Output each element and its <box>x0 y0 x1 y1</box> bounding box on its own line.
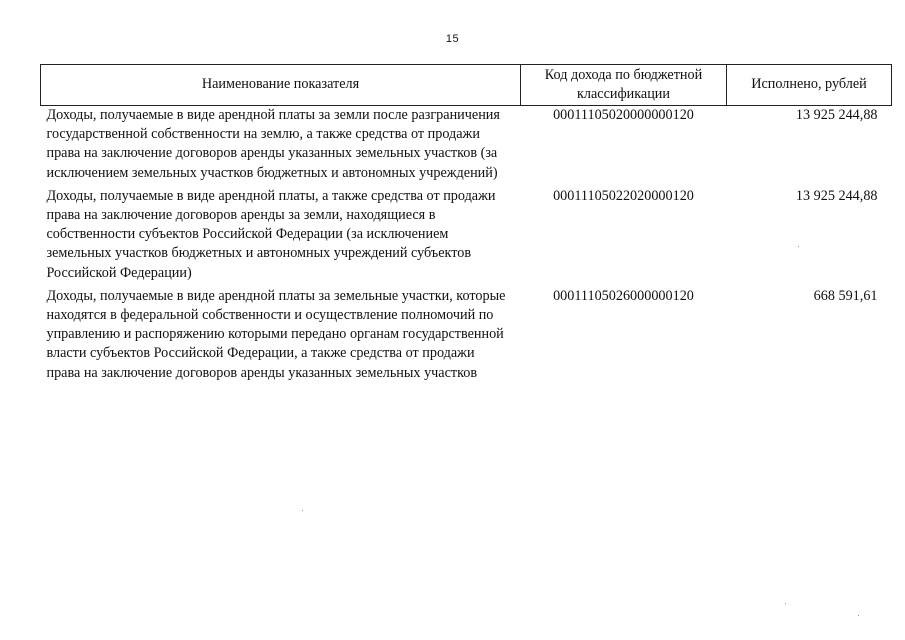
table-row <box>41 106 892 187</box>
indicator-name: Доходы, получаемые в виде арендной платы за земли после разграничения государственной собственности на землю, а также средства от продажи права на заключение договоров аренды указанных земельных участков (за исключением земельных участков бюджетных и автономных учреждений) <box>46 107 500 181</box>
executed-amount: 668 591,61 <box>813 287 878 304</box>
scan-speck <box>302 510 303 511</box>
scan-speck <box>785 603 786 604</box>
header-row <box>41 65 892 106</box>
budget-code: 00011105020000000120 <box>553 107 694 123</box>
table-body <box>41 106 892 387</box>
executed-amount: 13 925 244,88 <box>795 187 878 204</box>
table-row <box>41 287 892 387</box>
table-row <box>41 187 892 287</box>
table-header <box>41 65 892 106</box>
page-number: 15 <box>445 33 460 45</box>
header-budget-code: Код дохода по бюджетной классификации <box>521 65 727 106</box>
header-executed-amount: Исполнено, рублей <box>727 65 892 106</box>
budget-code: 00011105026000000120 <box>553 287 694 304</box>
budget-code: 00011105022020000120 <box>553 187 694 204</box>
executed-amount: 13 925 244,88 <box>795 107 878 123</box>
indicator-name: Доходы, получаемые в виде арендной платы за земельные участки, которые находятся в федеральной собственности и осуществление полномочий по управлению и распоряжению которыми передано органам государственной власти субъектов Российской Федерации, а также средства от продажи права на заключение договоров аренды указанных земельных участков <box>46 287 506 381</box>
header-indicator-name: Наименование показателя <box>41 65 521 106</box>
scan-speck <box>798 246 799 247</box>
revenue-table <box>40 64 892 387</box>
scan-speck <box>858 615 859 616</box>
indicator-name: Доходы, получаемые в виде арендной платы, а также средства от продажи права на заключение договоров аренды за земли, находящиеся в собственности субъектов Российской Федерации (за исключением земельных участков бюджетных и автономных учреждений субъектов Российской Федерации) <box>46 187 496 281</box>
